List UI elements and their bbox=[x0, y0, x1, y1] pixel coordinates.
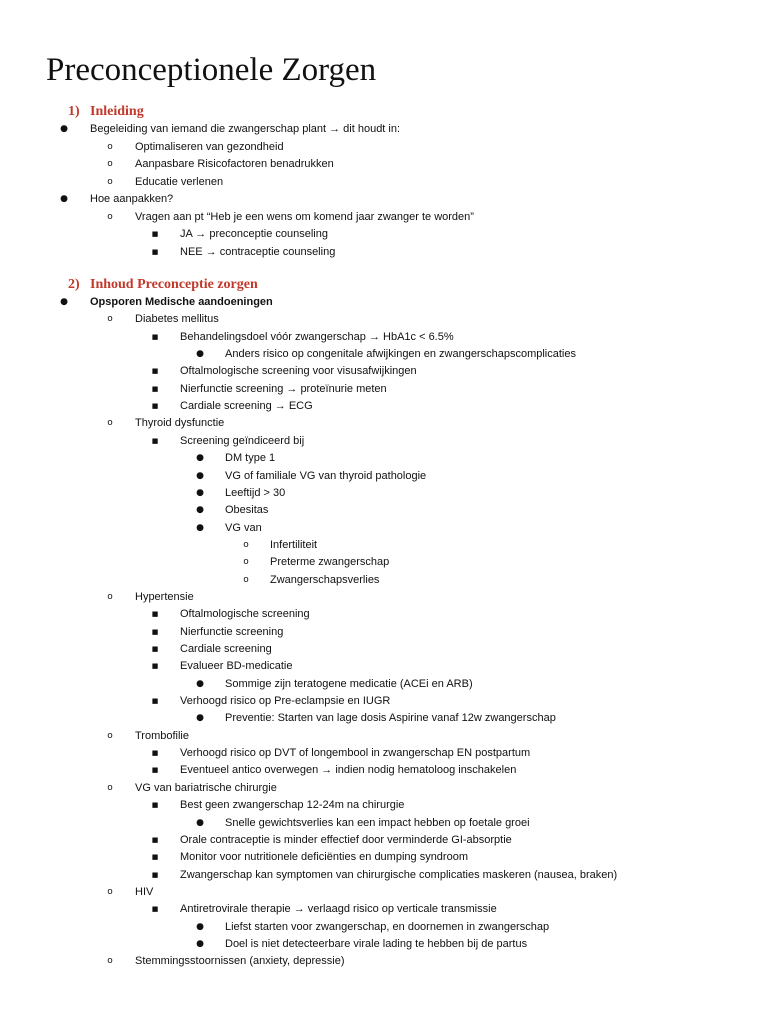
bullet-marker-icon: ● bbox=[60, 297, 68, 307]
square-marker-icon: ■ bbox=[151, 230, 159, 238]
square-marker-icon: ■ bbox=[151, 645, 159, 653]
square-marker-icon: ■ bbox=[151, 697, 159, 706]
outline-item-text: Eventueel antico overwegen → indien nodig hematoloog inschakelen bbox=[180, 764, 517, 777]
outline-item-text: Trombofilie bbox=[135, 729, 189, 742]
outline-item-text: Evalueer BD-medicatie bbox=[180, 660, 293, 673]
outline-item-text: Orale contraceptie is minder effectief door verminderde GI-absorptie bbox=[180, 833, 512, 846]
square-marker-icon: ■ bbox=[151, 247, 159, 256]
outline-item-text: Optimaliseren van gezondheid bbox=[135, 140, 284, 153]
section-heading-inhoud bbox=[68, 276, 258, 294]
circle-marker-icon: o bbox=[243, 574, 249, 585]
square-marker-icon: ■ bbox=[151, 367, 159, 376]
square-marker-icon: ■ bbox=[151, 627, 159, 636]
outline-item-text: Anders risico op congenitale afwijkingen en zwangerschapscomplicaties bbox=[225, 348, 576, 361]
outline-item-text: Liefst starten voor zwangerschap, en doornemen in zwangerschap bbox=[225, 920, 550, 933]
outline-item-text: VG of familiale VG van thyroid pathologie bbox=[225, 469, 427, 482]
outline-item-text: Opsporen Medische aandoeningen bbox=[90, 296, 273, 308]
circle-marker-icon: o bbox=[107, 886, 113, 897]
bullet-marker-icon: ● bbox=[196, 453, 204, 464]
bullet-marker-icon: ● bbox=[196, 678, 204, 689]
square-marker-icon: ■ bbox=[151, 384, 159, 393]
outline-item-text: Verhoogd risico op DVT of longembool in zwangerschap EN postpartum bbox=[180, 747, 531, 760]
section-number: 2) bbox=[68, 277, 80, 292]
outline-item-text: Stemmingsstoornissen (anxiety, depressie) bbox=[135, 955, 345, 968]
outline-item-text: JA → preconceptie counseling bbox=[180, 228, 328, 240]
bullet-marker-icon: ● bbox=[196, 921, 204, 932]
outline-item-text: Cardiale screening → ECG bbox=[180, 400, 313, 413]
outline-item-text: Thyroid dysfunctie bbox=[135, 417, 225, 430]
outline-item-text: Hoe aanpakken? bbox=[90, 193, 174, 205]
square-marker-icon: ■ bbox=[151, 835, 159, 844]
outline-item-text: Screening geïndiceerd bij bbox=[180, 434, 305, 447]
bullet-marker-icon: ● bbox=[60, 124, 68, 134]
outline-item-text: Verhoogd risico op Pre-eclampsie en IUGR bbox=[180, 695, 391, 708]
outline-item-text: Obesitas bbox=[225, 504, 269, 517]
circle-marker-icon: o bbox=[107, 730, 113, 741]
circle-marker-icon: o bbox=[107, 176, 113, 187]
circle-marker-icon: o bbox=[107, 159, 113, 169]
bullet-marker-icon: ● bbox=[196, 522, 204, 533]
outline-item-text: Nierfunctie screening → proteïnurie meten bbox=[180, 382, 387, 395]
outline-item-text: NEE → contraceptie counseling bbox=[180, 245, 336, 258]
outline-item-text: Hypertensie bbox=[135, 590, 194, 603]
outline-item-text: Behandelingsdoel vóór zwangerschap → HbA1c < 6.5% bbox=[180, 330, 454, 343]
outline-item-text: Educatie verlenen bbox=[135, 175, 224, 188]
outline-item-text: VG van bbox=[225, 521, 262, 534]
circle-marker-icon: o bbox=[107, 782, 113, 793]
outline-item-text: Vragen aan pt “Heb je een wens om komend jaar zwanger te worden” bbox=[135, 210, 474, 223]
outline-item-text: Diabetes mellitus bbox=[135, 313, 219, 326]
section-heading-inleiding bbox=[68, 103, 144, 121]
bullet-marker-icon: ● bbox=[196, 713, 204, 724]
outline-item-text: Snelle gewichtsverlies kan een impact hebben op foetale groei bbox=[225, 816, 530, 829]
outline-item-text: Best geen zwangerschap 12-24m na chirurgie bbox=[180, 799, 405, 812]
circle-marker-icon: o bbox=[107, 591, 113, 602]
circle-marker-icon: o bbox=[107, 418, 113, 429]
outline-item-text: Sommige zijn teratogene medicatie (ACEi en ARB) bbox=[225, 677, 473, 690]
outline-item-text: VG van bariatrische chirurgie bbox=[135, 781, 277, 794]
square-marker-icon: ■ bbox=[151, 766, 159, 775]
section-number: 1) bbox=[68, 104, 80, 119]
bullet-marker-icon: ● bbox=[196, 938, 204, 949]
section-title: Inleiding bbox=[90, 104, 144, 119]
square-marker-icon: ■ bbox=[151, 610, 159, 619]
outline-item-text: Preterme zwangerschap bbox=[270, 556, 390, 569]
outline-item-text: HIV bbox=[135, 885, 154, 898]
outline-item-text: DM type 1 bbox=[225, 452, 276, 465]
outline-item-text: Oftalmologische screening bbox=[180, 608, 310, 621]
bullet-marker-icon: ● bbox=[60, 194, 68, 204]
square-marker-icon: ■ bbox=[151, 332, 159, 341]
circle-marker-icon: o bbox=[107, 956, 113, 967]
outline-item-text: Zwangerschapsverlies bbox=[270, 573, 380, 586]
bullet-marker-icon: ● bbox=[196, 470, 204, 481]
square-marker-icon: ■ bbox=[151, 749, 159, 758]
outline-item-text: Antiretrovirale therapie → verlaagd risico op verticale transmissie bbox=[180, 903, 497, 916]
square-marker-icon: ■ bbox=[151, 853, 159, 862]
square-marker-icon: ■ bbox=[151, 905, 159, 914]
bullet-marker-icon: ● bbox=[196, 505, 204, 516]
outline-item-text: Aanpasbare Risicofactoren benadrukken bbox=[135, 158, 334, 170]
outline-item-text: Monitor voor nutritionele deficiënties en dumping syndroom bbox=[180, 851, 468, 864]
section-title: Inhoud Preconceptie zorgen bbox=[90, 277, 258, 292]
bullet-marker-icon: ● bbox=[196, 817, 204, 828]
circle-marker-icon: o bbox=[107, 314, 113, 325]
square-marker-icon: ■ bbox=[151, 402, 159, 411]
square-marker-icon: ■ bbox=[151, 870, 159, 879]
outline-item-text: Preventie: Starten van lage dosis Aspirine vanaf 12w zwangerschap bbox=[225, 712, 556, 725]
square-marker-icon: ■ bbox=[151, 662, 159, 671]
outline-item-text: Nierfunctie screening bbox=[180, 625, 284, 638]
square-marker-icon: ■ bbox=[151, 436, 159, 445]
square-marker-icon: ■ bbox=[151, 801, 159, 810]
bullet-marker-icon: ● bbox=[196, 487, 204, 498]
outline-item-text: Infertiliteit bbox=[270, 538, 318, 551]
outline-item-text: Doel is niet detecteerbare virale lading te hebben bij de partus bbox=[225, 937, 528, 950]
circle-marker-icon: o bbox=[243, 539, 249, 550]
circle-marker-icon: o bbox=[107, 141, 113, 152]
bullet-marker-icon: ● bbox=[196, 349, 204, 360]
outline-item-text: Oftalmologische screening voor visusafwijkingen bbox=[180, 365, 417, 378]
outline-item-text: Begeleiding van iemand die zwangerschap plant → dit houdt in: bbox=[90, 123, 401, 135]
circle-marker-icon: o bbox=[107, 211, 113, 222]
page-title: Preconceptionele Zorgen bbox=[46, 52, 377, 88]
outline-item-text: Cardiale screening bbox=[180, 643, 272, 655]
circle-marker-icon: o bbox=[243, 557, 249, 568]
outline-item-text: Zwangerschap kan symptomen van chirurgische complicaties maskeren (nausea, braken) bbox=[180, 868, 618, 881]
outline-item-text: Leeftijd > 30 bbox=[225, 486, 286, 499]
